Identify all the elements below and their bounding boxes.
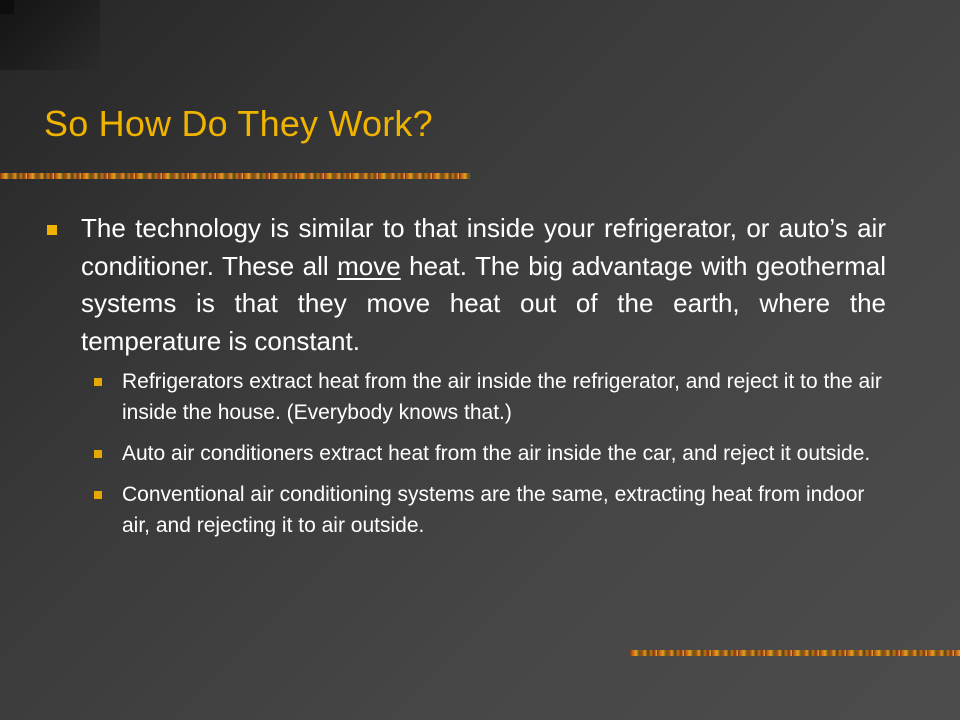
square-bullet-icon (47, 225, 57, 235)
sub-bullet-list (0, 366, 960, 541)
corner-shading (0, 0, 100, 70)
sub-bullet (122, 366, 892, 428)
slide-title: So How Do They Work? (44, 103, 433, 144)
square-bullet-icon (94, 378, 102, 386)
main-bullet-text-end: heat. The big advantage with geothermal systems is that they move heat out of the earth, where the temperature is constant. (81, 250, 887, 356)
square-bullet-icon (94, 450, 102, 458)
sub-bullet (122, 438, 892, 469)
sub-bullet-text: Conventional air conditioning systems are the same, extracting heat from indoor air, and rejecting it to air outside. (122, 483, 865, 537)
corner-block (0, 0, 14, 14)
sub-bullet-text: Refrigerators extract heat from the air inside the refrigerator, and reject it to the air inside the house. (Everybody knows that.) (122, 370, 882, 424)
decorative-rule-bottom (630, 650, 960, 656)
square-bullet-icon (94, 491, 102, 499)
slide-body (0, 210, 960, 551)
main-bullet-underlined-word: move (337, 250, 401, 281)
decorative-rule-top (0, 173, 470, 179)
sub-bullet-text: Auto air conditioners extract heat from the air inside the car, and reject it outside. (122, 442, 871, 465)
sub-bullet (122, 479, 892, 541)
main-bullet-text-start: The technology is similar to that inside your refrigerator, or auto’s air conditioner. These all (81, 213, 886, 281)
main-bullet (81, 210, 886, 360)
